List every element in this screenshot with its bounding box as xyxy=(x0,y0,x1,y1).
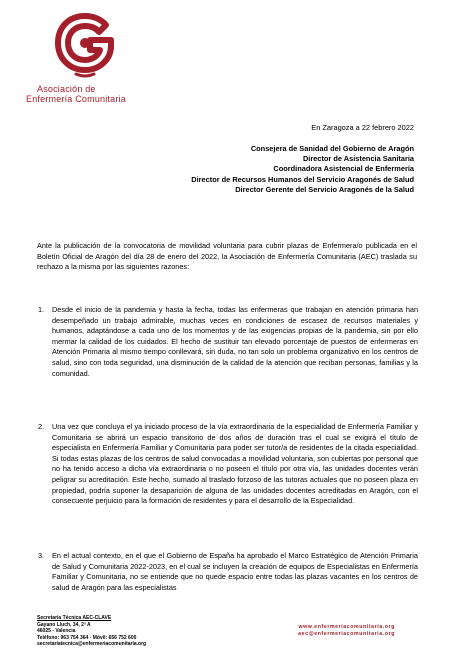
point-number: 1. xyxy=(38,305,45,314)
point-number: 2. xyxy=(38,422,45,431)
footer-phone: Teléfono: 963 754 364 · Móvil: 656 752 600 xyxy=(37,634,137,641)
recipient-list xyxy=(191,144,414,195)
numbered-point xyxy=(38,305,418,379)
point-number: 3. xyxy=(38,551,45,560)
footer-email-link[interactable]: secretariatecnica@enfermeriacomunitaria.org xyxy=(37,641,147,648)
point-text: Desde el inicio de la pandemia y hasta la fecha, todas las enfermeras que trabajan en atención primaria han desempeñado un trabajo admirable, muchas veces en condiciones de escasez de recursos materiales y humanos, adaptándose a cada uno de los momentos y de las exigencias propias de la pandemia, sin por ello mermar la calidad de los cuidados. El hecho de sustituir tan elevado porcentaje de puestos de enfermeras en Atención Primaria al mismo tiempo conllevará, sin duda, no tan solo un problema organizativo en los centros de salud, sino con toda seguridad, una disminución de la calidad de la atención que reciban personas, familias y la comunidad. xyxy=(52,305,418,378)
aec-logo-icon xyxy=(50,10,120,80)
recipient-line: Consejera de Sanidad del Gobierno de Aragón xyxy=(250,144,414,153)
numbered-point xyxy=(38,551,418,593)
logo-text-line2: Enfermería Comunitaria xyxy=(26,94,126,104)
footer-address: Gayano Lluch, 34, 2ª A xyxy=(37,621,91,628)
letter-date: En Zaragoza a 22 febrero 2022 xyxy=(311,123,414,132)
logo-text-line1: Asociación de xyxy=(37,84,96,94)
point-text: En el actual contexto, en el que el Gobierno de España ha aprobado el Marco Estratégico de Atención Primaria de Salud y Comunitaria 2022-2023, en el cual se incluyen la creación de equipos de Especialistas en Enfermería Familiar y Comunitaria, no se entiende que no quede espacio entre todas las plazas vacantes en los centros de salud de Aragón para las especialistas xyxy=(52,551,418,592)
website-link[interactable]: www.enfermeriacomunitaria.org xyxy=(298,624,395,630)
recipient-line: Director Gerente del Servicio Aragonés de la Salud xyxy=(235,184,414,194)
recipient-line: Director de Recursos Humanos del Servicio Aragonés de Salud xyxy=(191,174,414,184)
recipient-line: Coordinadora Asistencial de Enfermería xyxy=(273,164,414,174)
point-text: Una vez que concluya el ya iniciado proceso de la vía extraordinaria de la especialidad de Enfermería Familiar y Comunitaria se abrirá un espacio transitorio de dos años de duración tras el cual se exigirá el título de especialista en Enfermería Familiar y Comunitaria para poder ser tutor/a de residentes de la citada especialidad. Si todas estas plazas de los centros de salud convocadas a movilidad voluntaria, son cubiertas por personal que no ha tenido acceso a dicha vía extraordinaria o no poseen el título por otra vía, las unidades docentes verán peligrar su acreditación. Este hecho, sumado al traslado forzoso de las tutoras actuales que no poseen plaza en propiedad, podría suponer la desaparición de alguna de las unidades docentes acreditadas en Aragón, con el consecuente perjuicio para la formación de residentes y para el desarrollo de la Especialidad. xyxy=(52,422,418,506)
footer-links xyxy=(298,624,395,638)
footer-city: 46025 - Valencia xyxy=(37,628,76,635)
numbered-point xyxy=(38,422,418,507)
intro-paragraph: Ante la publicación de la convocatoria de movilidad voluntaria para cubrir plazas de Enfermera/o publicada en el Boletín Oficial de Aragón del día 28 de enero del 2022, la Asociación de Enfermería Comunitaria (AEC) traslada su rechazo a la misma por las siguientes razones: xyxy=(37,241,417,271)
footer-contact xyxy=(37,615,146,648)
footer-org-name: Secretaria Técnica AEC-CLAVE xyxy=(37,615,112,621)
email-link[interactable]: aec@enfermeriacomunitaria.org xyxy=(298,631,395,637)
recipient-line: Director de Asistencia Sanitaria xyxy=(302,154,414,164)
